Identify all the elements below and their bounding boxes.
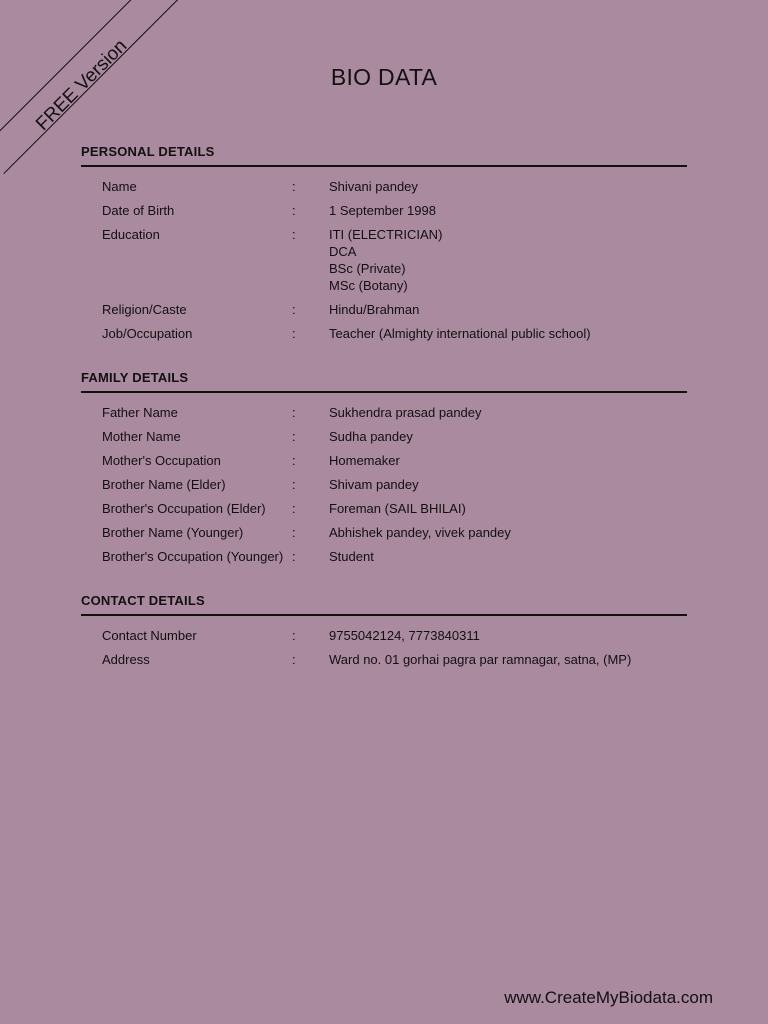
detail-label: Date of Birth [102, 203, 175, 218]
detail-separator: : [292, 628, 296, 643]
detail-separator: : [292, 549, 296, 564]
detail-value-line: Sukhendra prasad pandey [329, 405, 482, 420]
detail-value-line: MSc (Botany) [329, 278, 408, 293]
detail-value-line: Abhishek pandey, vivek pandey [329, 525, 511, 540]
detail-value [329, 651, 687, 668]
detail-value-line: BSc (Private) [329, 261, 406, 276]
detail-separator: : [292, 652, 296, 667]
personal-details-heading: PERSONAL DETAILS [81, 144, 687, 167]
detail-value-line: Hindu/Brahman [329, 302, 420, 317]
detail-row [81, 226, 687, 294]
detail-value-line: Sudha pandey [329, 429, 413, 444]
detail-row [81, 325, 687, 342]
detail-value-line: 9755042124, 7773840311 [329, 628, 480, 643]
detail-value-line: Homemaker [329, 453, 400, 468]
detail-value-line: Student [329, 549, 374, 564]
detail-value [329, 524, 687, 541]
contact-details-section [81, 593, 687, 675]
detail-value-line: Foreman (SAIL BHILAI) [329, 501, 466, 516]
personal-details-rows [81, 178, 687, 342]
detail-value [329, 428, 687, 445]
detail-row [81, 428, 687, 445]
detail-separator: : [292, 302, 296, 317]
detail-value-line: Shivani pandey [329, 179, 418, 194]
footer-website: www.CreateMyBiodata.com [504, 988, 713, 1007]
contact-details-heading: CONTACT DETAILS [81, 593, 687, 616]
detail-value [329, 301, 687, 318]
detail-separator: : [292, 179, 296, 194]
detail-label: Father Name [102, 405, 178, 420]
detail-label: Mother Name [102, 429, 181, 444]
detail-value-line: Teacher (Almighty international public school) [329, 326, 591, 341]
detail-label: Brother Name (Elder) [102, 477, 226, 492]
detail-value [329, 325, 687, 342]
detail-row [81, 524, 687, 541]
detail-row [81, 404, 687, 421]
detail-separator: : [292, 405, 296, 420]
detail-label: Mother's Occupation [102, 453, 221, 468]
detail-value [329, 178, 687, 195]
detail-row [81, 548, 687, 565]
family-details-section [81, 370, 687, 572]
detail-value [329, 500, 687, 517]
detail-label: Education [102, 227, 160, 242]
detail-label: Address [102, 652, 150, 667]
detail-separator: : [292, 501, 296, 516]
page-title: BIO DATA [330, 64, 438, 90]
detail-value-line: DCA [329, 244, 357, 259]
detail-row [81, 202, 687, 219]
detail-separator: : [292, 477, 296, 492]
detail-label: Brother Name (Younger) [102, 525, 244, 540]
detail-label: Contact Number [102, 628, 197, 643]
detail-value [329, 548, 687, 565]
detail-separator: : [292, 525, 296, 540]
detail-separator: : [292, 203, 296, 218]
detail-separator: : [292, 453, 296, 468]
detail-row [81, 178, 687, 195]
detail-separator: : [292, 326, 296, 341]
detail-label: Job/Occupation [102, 326, 193, 341]
detail-separator: : [292, 227, 296, 242]
detail-row [81, 301, 687, 318]
detail-value [329, 452, 687, 469]
detail-value [329, 404, 687, 421]
detail-separator: : [292, 429, 296, 444]
detail-value [329, 476, 687, 493]
detail-row [81, 452, 687, 469]
detail-row [81, 500, 687, 517]
detail-value-line: ITI (ELECTRICIAN) [329, 227, 443, 242]
detail-label: Brother's Occupation (Elder) [102, 501, 266, 516]
detail-value-line: Ward no. 01 gorhai pagra par ramnagar, satna, (MP) [329, 652, 632, 667]
detail-row [81, 627, 687, 644]
detail-value-line: Shivam pandey [329, 477, 419, 492]
family-details-rows [81, 404, 687, 565]
detail-value [329, 627, 687, 644]
family-details-heading: FAMILY DETAILS [81, 370, 687, 393]
personal-details-section [81, 144, 687, 349]
detail-value [329, 202, 687, 219]
detail-value [329, 226, 687, 294]
detail-label: Brother's Occupation (Younger) [102, 549, 284, 564]
detail-value-line: 1 September 1998 [329, 203, 436, 218]
detail-row [81, 476, 687, 493]
contact-details-rows [81, 627, 687, 668]
watermark-text: FREE Version [32, 35, 132, 135]
detail-label: Name [102, 179, 137, 194]
detail-row [81, 651, 687, 668]
detail-label: Religion/Caste [102, 302, 187, 317]
